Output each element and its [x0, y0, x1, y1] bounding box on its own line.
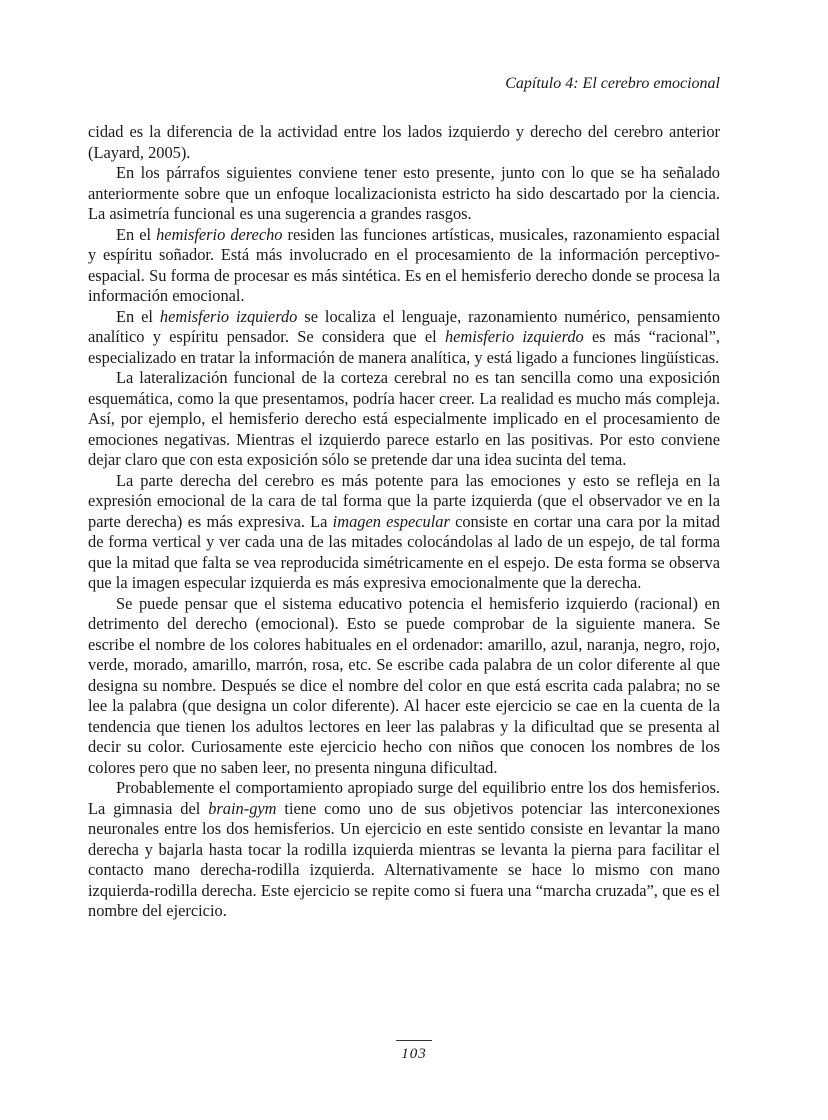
- text-run: En el: [116, 306, 160, 326]
- paragraph-1: [88, 122, 720, 163]
- text-run: se localiza el lenguaje, razonamiento numérico, pensamiento analítico y espíritu pensador. Se considera que el: [88, 306, 721, 346]
- text-run: consiste en cortar una cara por la mitad de forma vertical y ver cada una de las mitades colocándolas al lado de un espejo, de tal forma que la mitad que falta se vea reproducida simétricamente en el espejo. De esta forma se observa que la imagen especular izquierda es más expresiva emocionalmente que la derecha.: [88, 511, 720, 592]
- paragraph-3: [88, 225, 720, 307]
- running-header: Capítulo 4: El cerebro emocional: [505, 75, 720, 92]
- italic-term: hemisferio izquierdo: [444, 327, 584, 346]
- italic-term: hemisferio derecho: [156, 224, 283, 244]
- paragraph-5: [88, 368, 720, 471]
- text-run: La lateralización funcional de la corteza cerebral no es tan sencilla como una exposición esquemática, como la que presentamos, podría hacer creer. La realidad es mucho más compleja. Así, por ejemplo, el hemisferio derecho está especialmente implicado en el procesamiento de emociones negativas. Mientras el izquierdo parece estarlo en las positivas. Por esto conviene dejar claro que con esta exposición sólo se pretende dar una idea sucinta del tema.: [88, 368, 720, 469]
- text-run: Se puede pensar que el sistema educativo potencia el hemisferio izquierdo (racional) en detrimento del derecho (emocional). Esto se puede comprobar de la siguiente manera. Se escribe el nombre de los colores habituales en el ordenador: amarillo, azul, naranja, negro, rojo, verde, morado, amarillo, marrón, rosa, etc. Se escribe cada palabra de un color diferente al que designa su nombre. Después se dice el nombre del color en que está escrita cada palabra; no se lee la palabra (que designa un color diferente). Al hacer este ejercicio se cae en la cuenta de la tendencia que tienen los adultos lectores en leer las palabras y la dificultad que se presenta al decir su color. Curiosamente este ejercicio hecho con niños que conocen los nombres de los colores pero que no saben leer, no presenta ninguna dificultad.: [88, 593, 720, 777]
- italic-term: hemisferio izquierdo: [159, 306, 298, 326]
- text-run: cidad es la diferencia de la actividad entre los lados izquierdo y derecho del cerebro anterior (Layard, 2005).: [88, 122, 720, 162]
- text-run: En el: [116, 224, 157, 244]
- italic-term: brain-gym: [208, 798, 277, 818]
- page-footer: [0, 1040, 828, 1063]
- footer-rule: [396, 1040, 432, 1041]
- paragraph-6: [88, 471, 720, 594]
- text-run: tiene como uno de sus objetivos potenciar las interconexiones neuronales entre los dos hemisferios. Un ejercicio en este sentido consiste en levantar la mano derecha y bajarla hasta tocar la rodilla izquierda mientras se levanta la pierna para facilitar el contacto mano derecha-rodilla izquierda. Alternativamente se hace lo mismo con mano izquierda-rodilla derecha. Este ejercicio se repite como si fuera una “marcha cruzada”, que es el nombre del ejercicio.: [88, 798, 720, 920]
- italic-term: imagen especular: [332, 511, 450, 531]
- text-run: La parte derecha del cerebro es más potente para las emociones y esto se refleja en la expresión emocional de la cara de tal forma que la parte izquierda (que el observador ve en la parte derecha) es más expresiva. La: [88, 470, 720, 531]
- paragraph-2: [88, 163, 720, 225]
- paragraph-4: [88, 307, 720, 369]
- body-text: [88, 122, 720, 922]
- paragraph-8: [88, 778, 720, 922]
- page-number: 103: [401, 1046, 427, 1062]
- text-run: Probablemente el comportamiento apropiado surge del equilibrio entre los dos hemisferios. La gimnasia del: [88, 778, 720, 818]
- text-run: En los párrafos siguientes conviene tener esto presente, junto con lo que se ha señalado anteriormente sobre que un enfoque localizacionista estricto ha sido descartado por la ciencia. La asimetría funcional es una sugerencia a grandes rasgos.: [88, 163, 720, 223]
- text-run: residen las funciones artísticas, musicales, razonamiento espacial y espíritu soñador. Está más involucrado en el procesamiento de la información perceptivo-espacial. Su forma de procesar es más sintética. Es en el hemisferio derecho donde se procesa la información emocional.: [88, 224, 720, 305]
- paragraph-7: [88, 594, 720, 779]
- text-run: es más “racional”, especializado en tratar la información de manera analítica, y está ligado a funciones lingüísticas.: [88, 327, 721, 367]
